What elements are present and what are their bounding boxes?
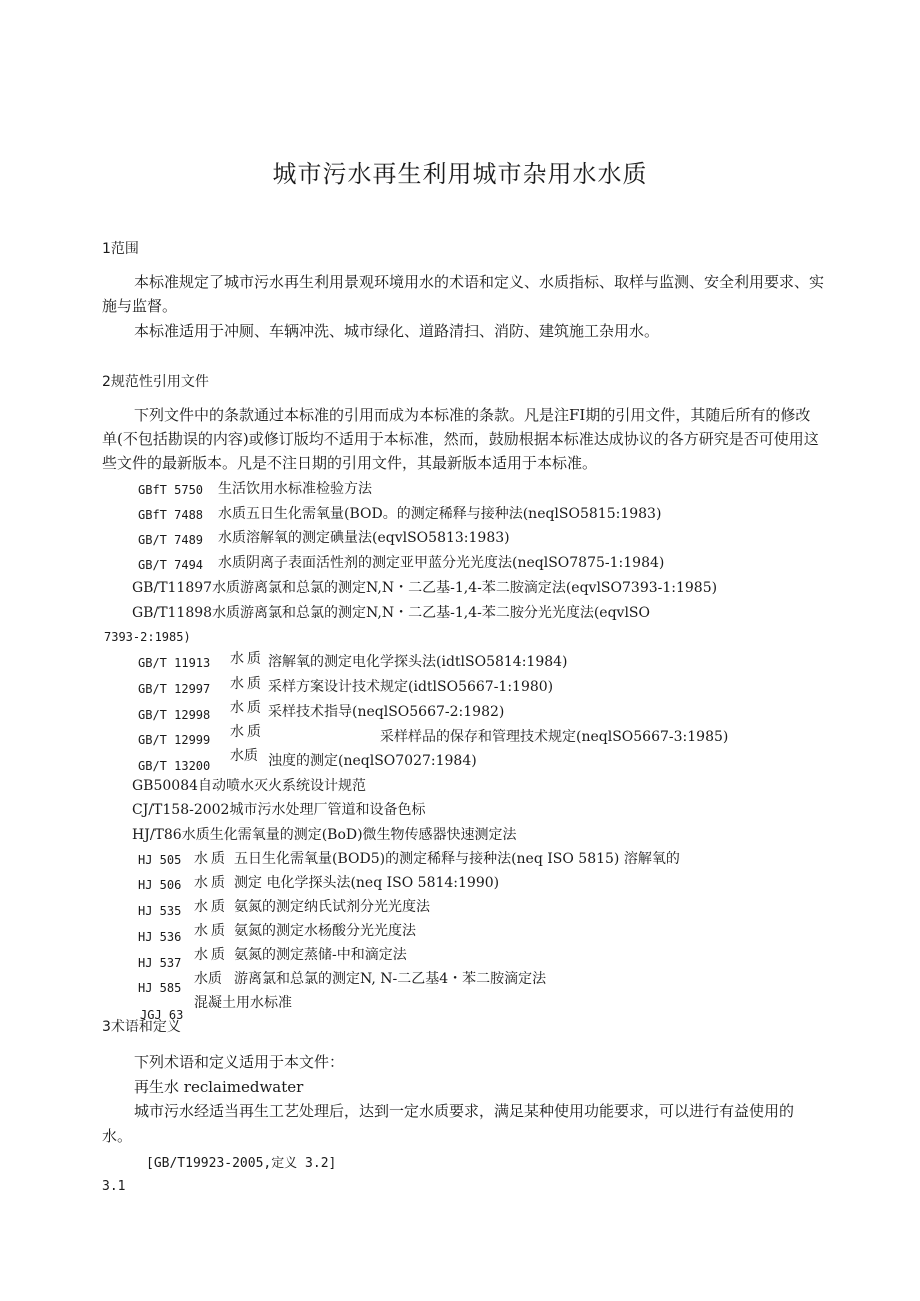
reference-label: 水质 <box>194 875 228 891</box>
reference-item: CJ/T158-2002城市污水处理厂管道和设备色标 <box>132 802 426 818</box>
section-1-paragraph-2: 本标准适用于冲厕、车辆冲洗、城市绿化、道路清扫、消防、建筑施工杂用水。 <box>134 322 660 340</box>
reference-code: HJ 536 <box>138 930 182 944</box>
section-2-paragraph-line-1: 下列文件中的条款通过本标准的引用而成为本标准的条款。凡是注FI期的引用文件，其随后所有的修改 <box>134 406 811 424</box>
section-2-paragraph-line-3: 些文件的最新版本。凡是不注日期的引用文件，其最新版本适用于本标准。 <box>102 454 598 472</box>
reference-title: 水质溶解氧的测定碘量法(eqvlSO5813:1983) <box>218 530 510 546</box>
reference-title: 水质五日生化需氧量(BOD。的测定稀释与接种法(neqlSO5815:1983) <box>218 506 662 522</box>
term-definition-line-2: 水。 <box>102 1127 133 1145</box>
reference-code: HJ 535 <box>138 904 182 918</box>
subsection-number: 3.1 <box>102 1179 126 1194</box>
reference-label: 水质 <box>194 971 222 987</box>
reference-title: 游离氯和总氯的测定N, N-二乙基4・苯二胺滴定法 <box>234 971 547 987</box>
reference-title: 氨氮的测定水杨酸分光光度法 <box>234 923 416 939</box>
reference-code: GB/T 7489 <box>138 533 204 547</box>
section-1-heading: 1范围 <box>102 241 139 257</box>
reference-label: 水质 <box>194 899 228 915</box>
reference-label: 水质 <box>194 851 228 867</box>
reference-title: 生活饮用水标准检验方法 <box>218 481 372 497</box>
reference-code: HJ 505 <box>138 853 182 867</box>
reference-code: GB/T 7494 <box>138 558 204 572</box>
reference-item: GB/T11898水质游离氯和总氯的测定N,N・二乙基-1,4-苯二胺分光光度法(eqvlSO <box>132 605 651 621</box>
reference-item: HJ/T86水质生化需氧量的测定(BoD)微生物传感器快速测定法 <box>132 827 517 843</box>
reference-label: 水质 <box>230 748 258 764</box>
reference-title: 氨氮的测定蒸储-中和滴定法 <box>234 947 407 963</box>
reference-label: 水质 <box>230 724 264 740</box>
term-citation: [GB/T19923-2005,定义 3.2] <box>146 1156 337 1171</box>
reference-code: GB/T 13200 <box>138 759 211 773</box>
reference-item: GB50084自动喷水灭火系统设计规范 <box>132 778 367 794</box>
reference-code: GBfT 5750 <box>138 483 204 497</box>
reference-code: GB/T 12998 <box>138 708 211 722</box>
section-1-paragraph-1-line-1: 本标准规定了城市污水再生利用景观环境用水的术语和定义、水质指标、取样与监测、安全利用要求、实 <box>134 273 825 291</box>
reference-label: 水质 <box>194 947 228 963</box>
reference-title: 浊度的测定(neqlSO7027:1984) <box>268 753 477 769</box>
section-3-intro: 下列术语和定义适用于本文件： <box>134 1053 345 1071</box>
reference-title: 水质阴离子表面活性剂的测定亚甲蓝分光光度法(neqlSO7875-1:1984) <box>218 555 665 571</box>
term-name: 再生水 reclaimedwater <box>134 1078 304 1096</box>
reference-code: JGJ 63 <box>140 1008 184 1022</box>
reference-code: GB/T 12997 <box>138 682 211 696</box>
section-3-heading: 3术语和定义 <box>102 1019 181 1035</box>
reference-title: 采样技术指导(neqlSO5667-2:1982) <box>268 704 505 720</box>
reference-label: 水质 <box>194 923 228 939</box>
section-2-paragraph-line-2: 单(不包括勘误的内容)或修订版均不适用于本标准，然而，鼓励根据本标准达成协议的各方研究是否可使用这 <box>102 430 819 448</box>
reference-label: 水质 <box>230 676 264 692</box>
reference-code: HJ 506 <box>138 878 182 892</box>
reference-label: 水质 <box>230 651 264 667</box>
reference-title: 五日生化需氧量(BOD5)的测定稀释与接种法(neq ISO 5815) 溶解氧的 <box>234 851 680 867</box>
reference-code: GB/T 11913 <box>138 656 211 670</box>
reference-title: 溶解氧的测定电化学探头法(idtlSO5814:1984) <box>268 654 568 670</box>
reference-code: HJ 537 <box>138 956 182 970</box>
reference-title: 测定 电化学探头法(neq ISO 5814:1990) <box>234 875 500 891</box>
reference-title: 氨氮的测定纳氏试剂分光光度法 <box>234 899 430 915</box>
document-title: 城市污水再生利用城市杂用水水质 <box>272 160 648 188</box>
reference-code: GBfT 7488 <box>138 508 204 522</box>
reference-title: 采样方案设计技术规定(idtlSO5667-1:1980) <box>268 679 554 695</box>
section-2-heading: 2规范性引用文件 <box>102 374 209 390</box>
reference-item-continuation: 7393-2:1985) <box>104 630 191 644</box>
reference-item: GB/T11897水质游离氯和总氯的测定N,N・二乙基-1,4-苯二胺滴定法(eqvlSO7393-1:1985) <box>132 580 718 596</box>
section-1-paragraph-1-line-2: 施与监督。 <box>102 297 178 315</box>
reference-code: GB/T 12999 <box>138 733 211 747</box>
reference-title: 混凝土用水标准 <box>194 995 292 1011</box>
reference-title: 采样样品的保存和管理技术规定(neqlSO5667-3:1985) <box>380 729 729 745</box>
reference-code: HJ 585 <box>138 981 182 995</box>
reference-label: 水质 <box>230 700 264 716</box>
term-definition-line-1: 城市污水经适当再生工艺处理后，达到一定水质要求，满足某种使用功能要求，可以进行有益使用的 <box>134 1102 795 1120</box>
